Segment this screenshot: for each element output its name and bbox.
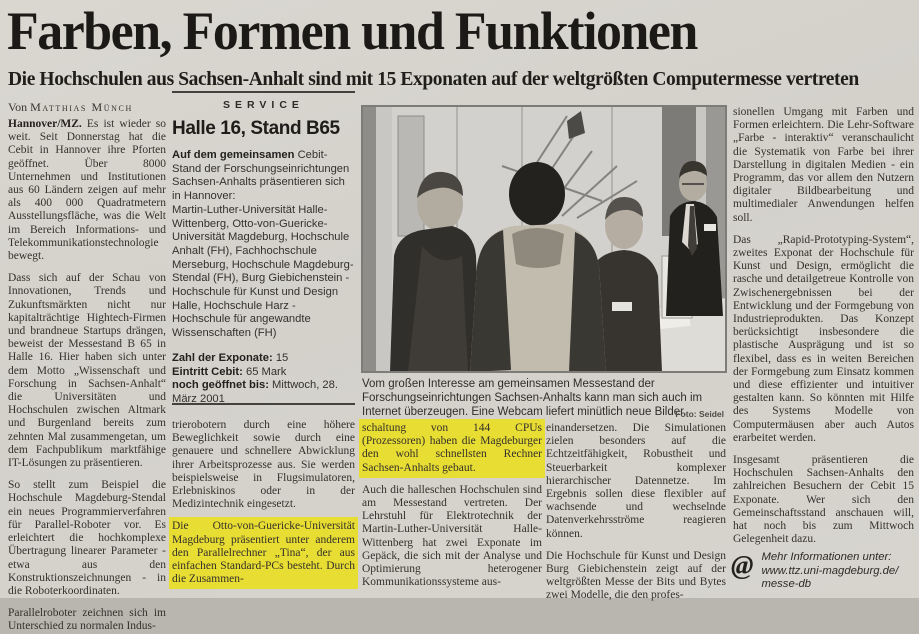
paragraph: trierobotern durch eine höhere Beweglichkeit sowie durch eine genauere und schnellere Abwicklung ihrer Arbeitsprozesse aus. Sie werden beispielsweise in Flugsimulatoren, Erlebniskinos oder in der Medizintechnik eingesetzt. bbox=[172, 419, 355, 511]
fact-eintritt bbox=[172, 366, 355, 380]
photo-caption bbox=[362, 377, 726, 421]
service-intro bbox=[172, 149, 355, 204]
service-facts bbox=[172, 352, 355, 407]
more-info-line1: Mehr Informationen unter: bbox=[761, 551, 892, 563]
fact-label: Eintritt Cebit: bbox=[172, 365, 243, 378]
article-column-1 bbox=[8, 118, 166, 633]
article-byline bbox=[8, 100, 133, 115]
article-headline: Farben, Formen und Funktionen bbox=[7, 1, 697, 61]
paragraph: So stellt zum Beispiel die Hochschule Magdeburg-Stendal ein neues Programmierverfahren für Parallel-Roboter vor. Es erleichtert die hochkomplexe Übertragung linearer Parameter - etwa aus den Konstruktionszeichnungen - in die Roboterkoordinaten. bbox=[8, 479, 166, 597]
paragraph: Insgesamt präsentieren die Hochschulen Sachsen-Anhalts den zahlreichen Besuchern der Cebit 15 Exponate. Wer sich den Gemeinschaftsstand anschauen will, hat noch bis zum Mittwoch Gelegenheit dazu. bbox=[733, 454, 914, 546]
more-info-url: www.ttz.uni-magdeburg.de/ bbox=[761, 564, 899, 577]
highlighted-paragraph: Die Otto-von-Guericke-Universität Magdeburg präsentiert unter anderem den Parallelrechner „Tina“, der aus einfachen Standard-PCs besteht. Durch die Zusammen- bbox=[172, 520, 355, 586]
paragraph-intro bbox=[8, 118, 166, 263]
article-subheadline: Die Hochschulen aus Sachsen-Anhalt sind mit 15 Exponaten auf der weltgrößten Computermesse vertreten bbox=[8, 69, 859, 90]
article-photo bbox=[362, 106, 726, 372]
paragraph: einandersetzen. Die Simulationen zielen besonders auf die Echtzeitfähigkeit, Robustheit und Steuerbarkeit komplexer hierarchischer Datennetze. Im Ergebnis sollen diese flexibler auf wachsende und wechselnde Datenverkehrsströme reagieren können. bbox=[546, 422, 726, 540]
name-badge bbox=[704, 224, 716, 231]
service-intro-lead: Auf dem gemeinsamen bbox=[172, 149, 295, 161]
more-info-text bbox=[761, 551, 898, 592]
fact-value: 65 Mark bbox=[242, 365, 287, 378]
dateline: Hannover/MZ. bbox=[8, 118, 82, 130]
service-institutions: Martin-Luther-Universität Halle-Wittenberg, Otto-von-Guericke-Universität Magdeburg, Hochschule Anhalt (FH), Fachhochschule Merseburg, Hochschule Magdeburg-Stendal (FH), Burg Giebichenstein - Hochschule für Kunst und Design Halle, Hochschule Harz - Hochschule für angewandte Wissenschaften (FH) bbox=[172, 203, 354, 340]
service-box-title: Halle 16, Stand B65 bbox=[172, 118, 340, 139]
paragraph-text: Es ist wieder so weit. Seit Donnerstag hat die Cebit in Hannover ihre Pforten geöffnet. Über 8000 Unternehmen und Institutionen aus 60 Ländern zeigen auf mehr als 400 000 Quadratmetern Ausstellungsfläche, was die Welt im Bereich Informations- und Telekommunikationstechnologie bewegt. bbox=[8, 118, 166, 263]
more-info-box bbox=[731, 551, 917, 592]
fact-label: noch geöffnet bis: bbox=[172, 379, 269, 392]
fact-value: Mittwoch, 28. März 2001 bbox=[172, 379, 338, 405]
service-intro-text: Cebit-Stand der Forschungseinrichtungen Sachsen-Anhalts präsentieren sich in Hannover: bbox=[172, 149, 350, 203]
byline-prefix: Von bbox=[8, 100, 31, 114]
photo-credit: Foto: Seidel bbox=[675, 409, 724, 419]
paragraph: Die Hochschule für Kunst und Design Burg Giebichenstein zeigt auf der weltgrößten Messe der Bits und Bytes zwei Modelle, die den profes- bbox=[546, 549, 726, 602]
article-column-2 bbox=[172, 419, 355, 598]
service-info-box bbox=[172, 91, 355, 405]
paragraph: sionellen Umgang mit Farben und Formen erleichtern. Die Lehr-Software „Farbe - interaktiv“ veranschaulicht die Systematik von Farbe bei ihrer Darstellung in digitalen Medien - ein Programm, das vor allem den Nutzern digitaler Bildbearbeitung und multimedialer Anwendungen helfen soll. bbox=[733, 106, 914, 224]
paragraph: Auch die halleschen Hochschulen sind am Messestand vertreten. Der Lehrstuhl für Elektrotechnik der Martin-Luther-Universität Halle-Wittenberg hat zwei Exponate im Gepäck, die sich mit der Analyse und Optimierung heterogener Kommunikationssysteme aus- bbox=[362, 483, 542, 589]
article-column-3 bbox=[362, 422, 542, 598]
service-box-label: SERVICE bbox=[223, 99, 304, 111]
fact-value: 15 bbox=[272, 351, 289, 364]
name-badge bbox=[612, 302, 632, 311]
paragraph: Das „Rapid-Prototyping-System“, zweites Exponat der Hochschule für Kunst und Design, ermöglicht die rasche und detailgetreue Kontrolle von Zwischenergebnissen bei der Entwicklung und der Formgebung von Industrieprodukten. Das Konzept berücksichtigt insbesondere die plastische Ausprägung und ist so flexibel, dass es in weiten Bereichen der Formgebung zum Einsatz kommen und diese effizienter und intuitiver gestalten kann. So könnten mit Hilfe des Systems Modelle von Computermäusen aber auch Autos erarbeitet werden. bbox=[733, 233, 914, 444]
caption-text: Vom großen Interesse am gemeinsamen Messestand der Forschungseinrichtungen Sachsen-Anhalts kann man sich auch im Internet überzeugen. Eine Webcam liefert minütlich neue Bilder. bbox=[362, 378, 703, 418]
paragraph: Parallelroboter zeichnen sich im Unterschied zu normalen Indus- bbox=[8, 607, 166, 633]
article-column-4 bbox=[546, 422, 726, 602]
trade-fair-photo-illustration bbox=[362, 106, 726, 372]
at-sign-icon: @ bbox=[731, 550, 754, 580]
paragraph: Dass sich auf der Schau von Innovationen, Trends und Zukunftsmärkten nicht nur kapitalträchtige Hightech-Firmen und brandneue Startups drängen, beweist der Messestand B 65 in Halle 16. Hier haben sich unter dem Motto „Wissenschaft und Forschung in Sachsen-Anhalt“ die Universitäten und Hochschulen zwischen Altmark und Burgenland bereits zum zehnten Mal zusammengetan, um dem Fachpublikum marktfähige IT-Lösungen zu präsentieren. bbox=[8, 272, 166, 470]
service-box-body bbox=[172, 149, 355, 341]
highlighted-paragraph: schaltung von 144 CPUs (Prozessoren) haben die Magdeburger den wohl schnellsten Rechner Sachsen-Anhalts gebaut. bbox=[362, 422, 542, 474]
more-info-url-2: messe-db bbox=[761, 578, 812, 590]
fact-geoeffnet bbox=[172, 379, 355, 406]
fact-label: Zahl der Exponate: bbox=[172, 351, 273, 364]
article-column-5 bbox=[733, 106, 914, 550]
fact-exponate bbox=[172, 352, 355, 366]
byline-author: Matthias Münch bbox=[30, 100, 133, 114]
